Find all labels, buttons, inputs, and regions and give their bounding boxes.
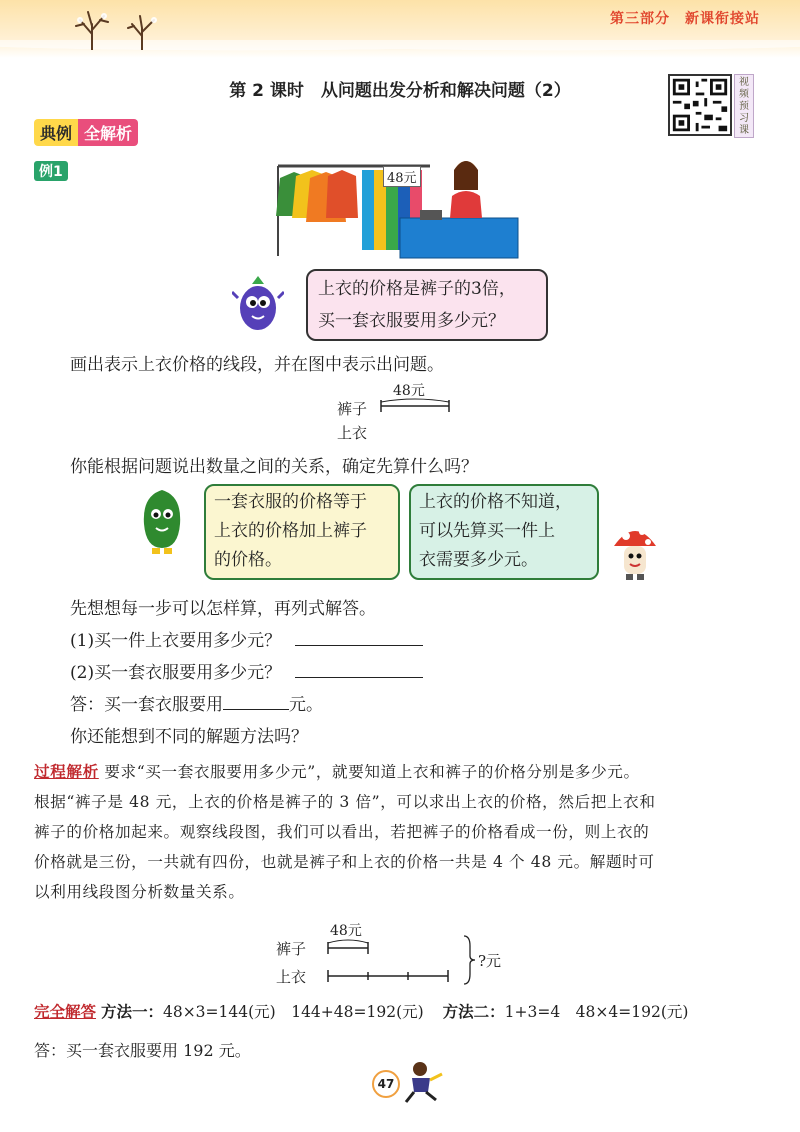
analysis-text-1: 要求“买一套衣服要用多少元”，就要知道上衣和裤子的价格分别是多少元。 bbox=[104, 763, 640, 781]
diagram1-top-label: 48元 bbox=[393, 383, 425, 399]
analysis-tag: 过程解析 bbox=[34, 763, 99, 781]
method1-label: 方法一： bbox=[100, 1003, 163, 1021]
step-question-1-text: (1)买一件上衣要用多少元？ bbox=[70, 631, 282, 651]
diagram1-row1-label: 裤子 bbox=[337, 400, 368, 418]
diagram1-row2-label: 上衣 bbox=[337, 424, 368, 442]
final-answer: 答：买一套衣服要用 192 元。 bbox=[34, 1041, 251, 1060]
answer-blank-2[interactable] bbox=[295, 660, 423, 678]
step-answer bbox=[70, 690, 323, 715]
speech-bubble-left bbox=[204, 484, 400, 580]
bubble-right-line3: 衣需要多少元。 bbox=[419, 550, 538, 570]
bubble-left-line1: 一套衣服的价格等于 bbox=[214, 492, 367, 512]
diagram2-total-label: ?元 bbox=[478, 952, 502, 970]
step-answer-prefix: 答：买一套衣服要用 bbox=[70, 695, 223, 715]
speech-bubble-right bbox=[409, 484, 599, 580]
bubble-left-line3: 的价格。 bbox=[214, 550, 282, 570]
bubble-main-line1: 上衣的价格是裤子的3倍， bbox=[318, 279, 516, 299]
steps-intro: 先想想每一步可以怎样算，再列式解答。 bbox=[70, 599, 376, 619]
step-question-1 bbox=[70, 626, 423, 651]
speech-bubble-main bbox=[306, 269, 548, 341]
step-answer-suffix: 元。 bbox=[289, 695, 323, 715]
diagram2-row1-label: 裤子 bbox=[276, 940, 307, 958]
green-pepper-mascot-icon bbox=[136, 486, 188, 556]
purple-mascot-icon bbox=[232, 274, 284, 336]
lesson-title: 第 2 课时 从问题出发分析和解决问题（2） bbox=[229, 81, 571, 101]
answer-blank-1[interactable] bbox=[295, 628, 423, 646]
step-question-2-text: (2)买一套衣服要用多少元？ bbox=[70, 663, 282, 683]
qr-label: 视频预习课 bbox=[734, 74, 754, 138]
pants-segment bbox=[377, 396, 453, 416]
question-text: 你能根据问题说出数量之间的关系，确定先算什么吗？ bbox=[70, 457, 478, 477]
bubble-left-line2: 上衣的价格加上裤子 bbox=[214, 521, 367, 541]
example-label: 例1 bbox=[34, 161, 68, 181]
page-number: 47 bbox=[372, 1070, 400, 1098]
price-tag: 48元 bbox=[383, 166, 421, 187]
segments-svg bbox=[324, 934, 464, 986]
analysis-text-3: 裤子的价格加起来。观察线段图，我们可以看出，若把裤子的价格看成一份，则上衣的 bbox=[34, 823, 650, 841]
diagram2-top-label: 48元 bbox=[330, 923, 362, 939]
mushroom-mascot-icon bbox=[610, 520, 660, 584]
instruction-1: 画出表示上衣价格的线段，并在图中表示出问题。 bbox=[70, 355, 444, 375]
bubble-right-line2: 可以先算买一件上 bbox=[419, 521, 555, 541]
section-badge bbox=[34, 120, 138, 144]
analysis-text-4: 价格就是三份，一共就有四份，也就是裤子和上衣的价格一共是 4 个 48 元。解题时可 bbox=[34, 853, 655, 871]
diagram2-row2-label: 上衣 bbox=[276, 968, 307, 986]
analysis-text-5: 以利用线段图分析数量关系。 bbox=[34, 883, 245, 901]
answer-blank-3[interactable] bbox=[223, 692, 289, 710]
method1-formula: 48×3=144(元) 144+48=192(元) bbox=[162, 1003, 424, 1021]
bubble-main-line2: 买一套衣服要用多少元？ bbox=[318, 311, 505, 331]
badge-part2: 全解析 bbox=[78, 119, 138, 146]
qr-code[interactable] bbox=[668, 74, 732, 136]
segment-diagram-1 bbox=[337, 380, 467, 442]
complete-solution bbox=[34, 1000, 784, 1022]
running-kid-icon bbox=[398, 1060, 446, 1104]
process-analysis bbox=[34, 757, 774, 907]
winter-trees-illustration bbox=[62, 6, 172, 50]
total-brace bbox=[462, 934, 476, 986]
section-label: 第三部分 新课衔接站 bbox=[610, 11, 760, 27]
other-method-question: 你还能想到不同的解题方法吗？ bbox=[70, 727, 308, 747]
step-question-2 bbox=[70, 658, 423, 683]
analysis-text-2: 根据“裤子是 48 元，上衣的价格是裤子的 3 倍”，可以求出上衣的价格，然后把上衣和 bbox=[34, 793, 656, 811]
bubble-right-line1: 上衣的价格不知道， bbox=[419, 492, 572, 512]
badge-part1: 典例 bbox=[34, 119, 78, 146]
method2-formula: 1+3=4 48×4=192(元) bbox=[504, 1003, 689, 1021]
method2-label: 方法二： bbox=[442, 1003, 505, 1021]
solution-tag: 完全解答 bbox=[34, 1003, 97, 1021]
segment-diagram-2 bbox=[276, 920, 506, 986]
